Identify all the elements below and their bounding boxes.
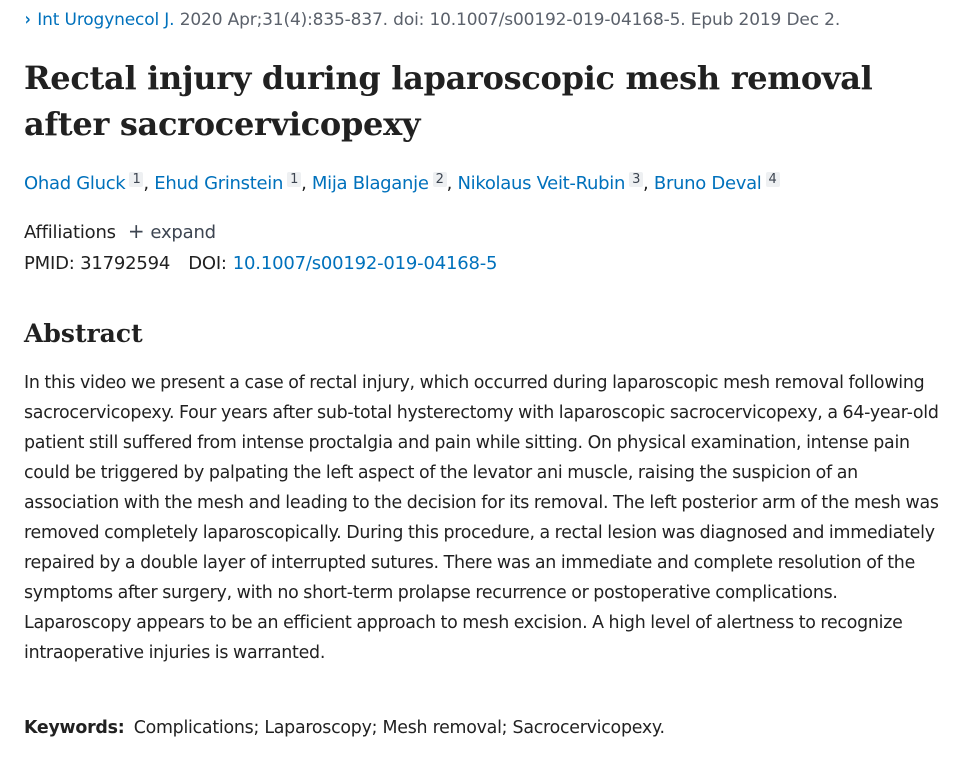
affiliations-label: Affiliations bbox=[24, 222, 116, 243]
authors-list: Ohad Gluck $^1$ , Ehud Grinstein $^1$ , Mija Blaganje $^2$ , Nikolaus Veit-Rubin $^3$ , Bruno Deval $^4$ bbox=[24, 171, 780, 197]
affiliation-ref[interactable]: 4 bbox=[766, 172, 780, 187]
affiliation-ref[interactable]: 1 bbox=[287, 172, 301, 187]
pmid-label: PMID: bbox=[24, 253, 75, 274]
chevron-right-icon[interactable]: › bbox=[24, 9, 31, 30]
identifiers-row bbox=[24, 251, 497, 277]
keywords-label: Keywords: bbox=[24, 718, 125, 738]
doi-label: DOI: bbox=[188, 253, 227, 274]
affiliation-ref[interactable]: 2 bbox=[433, 172, 447, 187]
author-link[interactable]: Ehud Grinstein bbox=[154, 173, 284, 194]
affiliations-row bbox=[24, 218, 216, 246]
author-link[interactable]: Ohad Gluck bbox=[24, 173, 126, 194]
journal-link[interactable]: Int Urogynecol J. bbox=[37, 10, 175, 30]
abstract-heading: Abstract bbox=[24, 319, 143, 348]
citation-details: 2020 Apr;31(4):835-837. doi: 10.1007/s00192-019-04168-5. Epub 2019 Dec 2. bbox=[174, 10, 841, 30]
keywords-row bbox=[24, 714, 665, 742]
article-title: Rectal injury during laparoscopic mesh removal after sacrocervicopexy bbox=[24, 59, 873, 143]
pmid-value: 31792594 bbox=[80, 253, 171, 274]
author-link[interactable]: Nikolaus Veit-Rubin bbox=[457, 173, 626, 194]
citation-line bbox=[24, 8, 840, 32]
affiliations-expand-button[interactable] bbox=[127, 219, 216, 243]
doi-link[interactable]: 10.1007/s00192-019-04168-5 bbox=[232, 253, 498, 274]
abstract-text: In this video we present a case of rectal injury, which occurred during laparoscopic mesh removal following sacrocervicopexy. Four years after sub-total hysterectomy with laparoscopic sacrocervicopexy, a 64-year-old patient still suffered from intense proctalgia and pain while sitting. On physical examination, intense pain could be triggered by palpating the left aspect of the levator ani muscle, raising the suspicion of an association with the mesh and leading to the decision for its removal. The left posterior arm of the mesh was removed completely laparoscopically. During this procedure, a rectal lesion was diagnosed and immediately repaired by a double layer of interrupted sutures. There was an immediate and complete resolution of the symptoms after surgery, with no short-term prolapse recurrence or postoperative complications. Laparoscopy appears to be an efficient approach to mesh excision. A high level of alertness to recognize intraoperative injuries is warranted. bbox=[24, 373, 939, 663]
plus-icon: + bbox=[127, 219, 145, 243]
keywords-text: Complications; Laparoscopy; Mesh removal; Sacrocervicopexy. bbox=[133, 718, 665, 738]
author-link[interactable]: Mija Blaganje bbox=[311, 173, 429, 194]
author-link[interactable]: Bruno Deval bbox=[653, 173, 762, 194]
affiliation-ref[interactable]: 3 bbox=[629, 172, 643, 187]
expand-label: expand bbox=[150, 222, 216, 243]
affiliation-ref[interactable]: 1 bbox=[129, 172, 143, 187]
